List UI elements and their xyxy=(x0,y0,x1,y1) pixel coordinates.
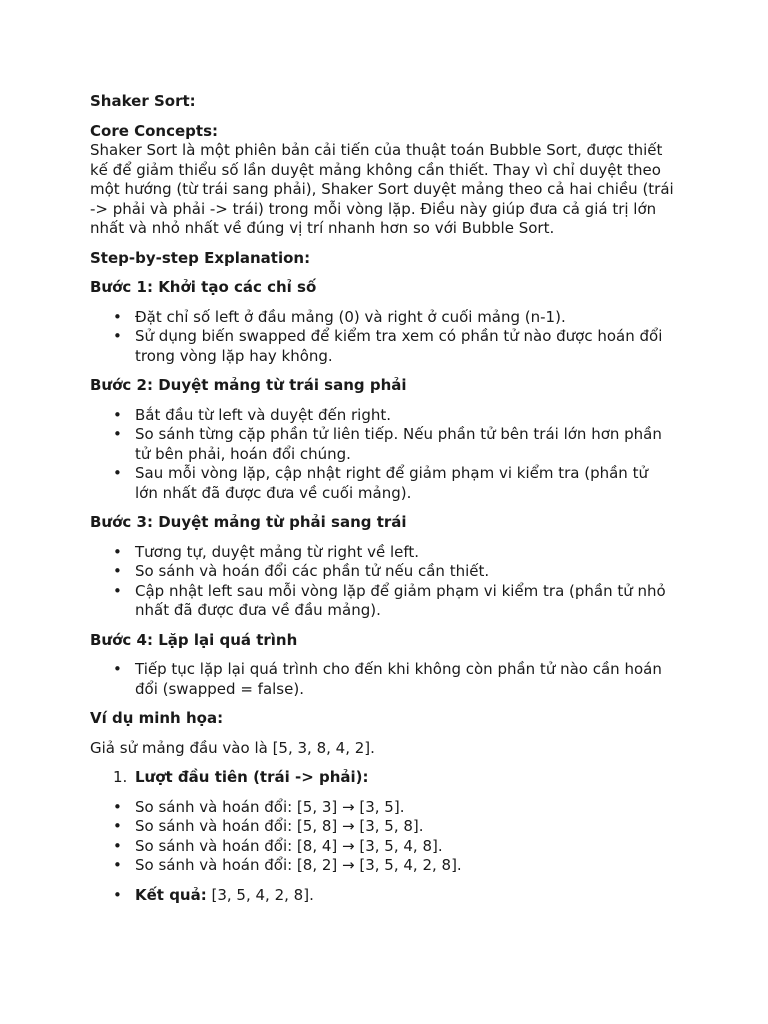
list-item: • Bắt đầu từ left và duyệt đến right. xyxy=(135,406,688,426)
core-line: Shaker Sort là một phiên bản cải tiến của thuật toán Bubble Sort, được thiết xyxy=(90,141,663,159)
result-item xyxy=(135,886,688,906)
list-item: • Đặt chỉ số left ở đầu mảng (0) và right ở cuối mảng (n-1). xyxy=(135,308,688,328)
step-3-list xyxy=(90,543,688,621)
example-intro: Giả sử mảng đầu vào là [5, 3, 8, 4, 2]. xyxy=(90,738,375,757)
list-item: • Tiếp tục lặp lại quá trình cho đến khi không còn phần tử nào cần hoán đổi (swapped = false). xyxy=(135,660,688,699)
list-item: • Tương tự, duyệt mảng từ right về left. xyxy=(135,543,688,563)
step-4-list xyxy=(90,660,688,699)
list-item: • Sử dụng biến swapped để kiểm tra xem có phần tử nào được hoán đổi trong vòng lặp hay không. xyxy=(135,327,688,366)
step-2-list xyxy=(90,406,688,504)
core-line: -> phải và phải -> trái) trong mỗi vòng lặp. Điều này giúp đưa cả giá trị lớn xyxy=(90,199,657,218)
step-3-title: Bước 3: Duyệt mảng từ phải sang trái xyxy=(90,513,407,531)
core-line: một hướng (từ trái sang phải), Shaker Sort duyệt mảng theo cả hai chiều (trái xyxy=(90,180,674,198)
pass-number: 1. xyxy=(113,768,128,786)
step-4-title: Bước 4: Lặp lại quá trình xyxy=(90,630,298,649)
core-line: nhất và nhỏ nhất về đúng vị trí nhanh hơn so với Bubble Sort. xyxy=(90,219,555,237)
pass-title: Lượt đầu tiên (trái -> phải): xyxy=(135,768,369,786)
core-concepts-paragraph xyxy=(90,141,688,239)
result-value: [3, 5, 4, 2, 8]. xyxy=(206,885,314,904)
list-item: • So sánh và hoán đổi: [8, 2] → [3, 5, 4, 2, 8]. xyxy=(135,856,688,876)
result-list xyxy=(90,886,688,906)
step-1-list xyxy=(90,308,688,367)
document-title: Shaker Sort: xyxy=(90,92,196,110)
list-item: • So sánh và hoán đổi các phần tử nếu cần thiết. xyxy=(135,562,688,582)
list-item: • So sánh và hoán đổi: [8, 4] → [3, 5, 4, 8]. xyxy=(135,837,688,857)
explanation-heading: Step-by-step Explanation: xyxy=(90,248,311,267)
list-item: • So sánh từng cặp phần tử liên tiếp. Nếu phần tử bên trái lớn hơn phần tử bên phải, hoán đổi chúng. xyxy=(135,425,688,464)
list-item: • Sau mỗi vòng lặp, cập nhật right để giảm phạm vi kiểm tra (phần tử lớn nhất đã được đưa về cuối mảng). xyxy=(135,464,688,503)
list-item: • Cập nhật left sau mỗi vòng lặp để giảm phạm vi kiểm tra (phần tử nhỏ nhất đã được đưa về đầu mảng). xyxy=(135,582,688,621)
pass-item xyxy=(113,768,688,788)
comparison-list xyxy=(90,798,688,876)
result-label: Kết quả: xyxy=(135,885,207,904)
step-2-title: Bước 2: Duyệt mảng từ trái sang phải xyxy=(90,376,407,394)
core-line: kế để giảm thiểu số lần duyệt mảng không cần thiết. Thay vì chỉ duyệt theo xyxy=(90,160,661,179)
list-item: • So sánh và hoán đổi: [5, 3] → [3, 5]. xyxy=(135,798,688,818)
example-pass-list xyxy=(90,768,688,788)
step-1-title: Bước 1: Khởi tạo các chỉ số xyxy=(90,278,317,296)
core-concepts-heading: Core Concepts: xyxy=(90,121,218,140)
example-heading: Ví dụ minh họa: xyxy=(90,709,224,727)
list-item: • So sánh và hoán đổi: [5, 8] → [3, 5, 8]. xyxy=(135,817,688,837)
